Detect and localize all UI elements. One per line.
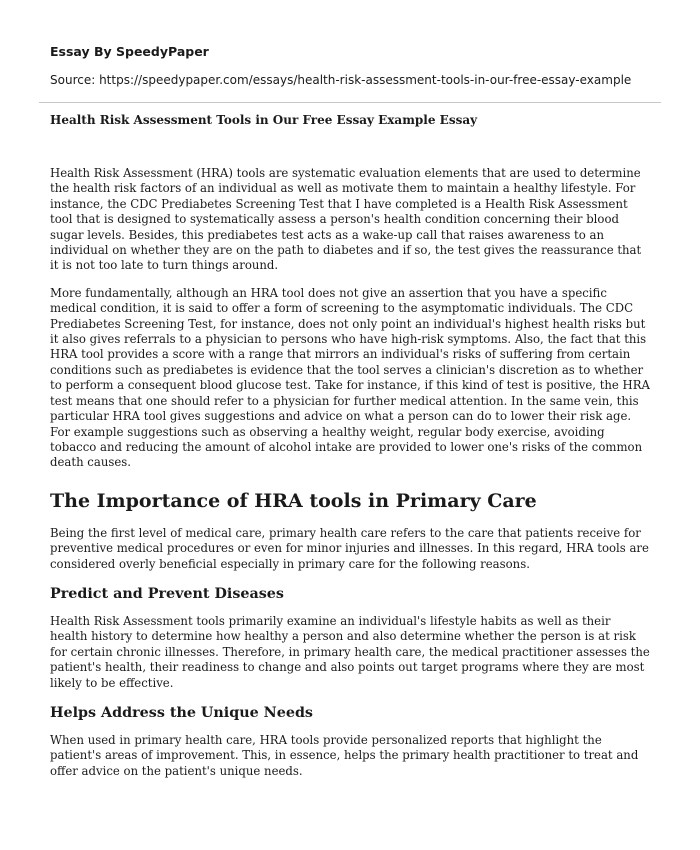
intro-paragraph-2: More fundamentally, although an HRA tool does not give an assertion that you have a specific medical condition, it is said to offer a form of screening to the asymptomatic individuals. The CDC Prediabetes Screening Test, for instance, does not only point an individual's highest health risks but it also gives referrals to a physician to persons who have high-risk symptoms. Also, the fact that this HRA tool provides a score with a range that mirrors an individual's risks of suffering from certain conditions such as prediabetes is evidence that the tool serves a clinician's discretion as to whether to perform a consequent blood glucose test. Take for instance, if this kind of test is positive, the HRA test means that one should refer to a physician for further medical attention. In the same vein, this particular HRA tool gives suggestions and advice on what a person can do to lower their risk age. For example suggestions such as observing a healthy weight, regular body exercise, avoiding tobacco and reducing the amount of alcohol intake are provided to lower one's risks of the common death causes. xyxy=(50,285,650,470)
subsection-heading-unique-needs: Helps Address the Unique Needs xyxy=(50,704,313,721)
subsection-paragraph-unique-needs: When used in primary health care, HRA tools provide personalized reports that highlight the patient's areas of improvement. This, in essence, helps the primary health practitioner to treat and offer advice on the patient's unique needs. xyxy=(50,732,639,778)
subsection-paragraph-predict: Health Risk Assessment tools primarily examine an individual's lifestyle habits as well as their health history to determine how healthy a person and also determine whether the person is at risk for certain chronic illnesses. Therefore, in primary health care, the medical practitioner assesses the patient's health, their readiness to change and also points out target programs where they are most likely to be effective. xyxy=(50,613,650,690)
document-title: Health Risk Assessment Tools in Our Free Essay Example Essay xyxy=(50,113,478,127)
section-heading: The Importance of HRA tools in Primary Care xyxy=(50,489,537,512)
source-line: Source: https://speedypaper.com/essays/health-risk-assessment-tools-in-our-free-essay-example xyxy=(50,73,632,87)
section-paragraph: Being the first level of medical care, primary health care refers to the care that patients receive for preventive medical procedures or even for minor injuries and illnesses. In this regard, HRA tools are considered overly beneficial especially in primary care for the following reasons. xyxy=(50,525,649,571)
intro-paragraph-1: Health Risk Assessment (HRA) tools are systematic evaluation elements that are used to determine the health risk factors of an individual as well as motivate them to maintain a healthy lifestyle. For instance, the CDC Prediabetes Screening Test that I have completed is a Health Risk Assessment tool that is designed to systematically assess a person's health condition concerning their blood sugar levels. Besides, this prediabetes test acts as a wake-up call that raises awareness to an individual on whether they are on the path to diabetes and if so, the test gives the reassurance that it is not too late to turn things around. xyxy=(50,166,642,273)
brand-line: Essay By SpeedyPaper xyxy=(50,44,209,59)
subsection-heading-predict: Predict and Prevent Diseases xyxy=(50,585,284,602)
header-divider xyxy=(39,102,661,103)
